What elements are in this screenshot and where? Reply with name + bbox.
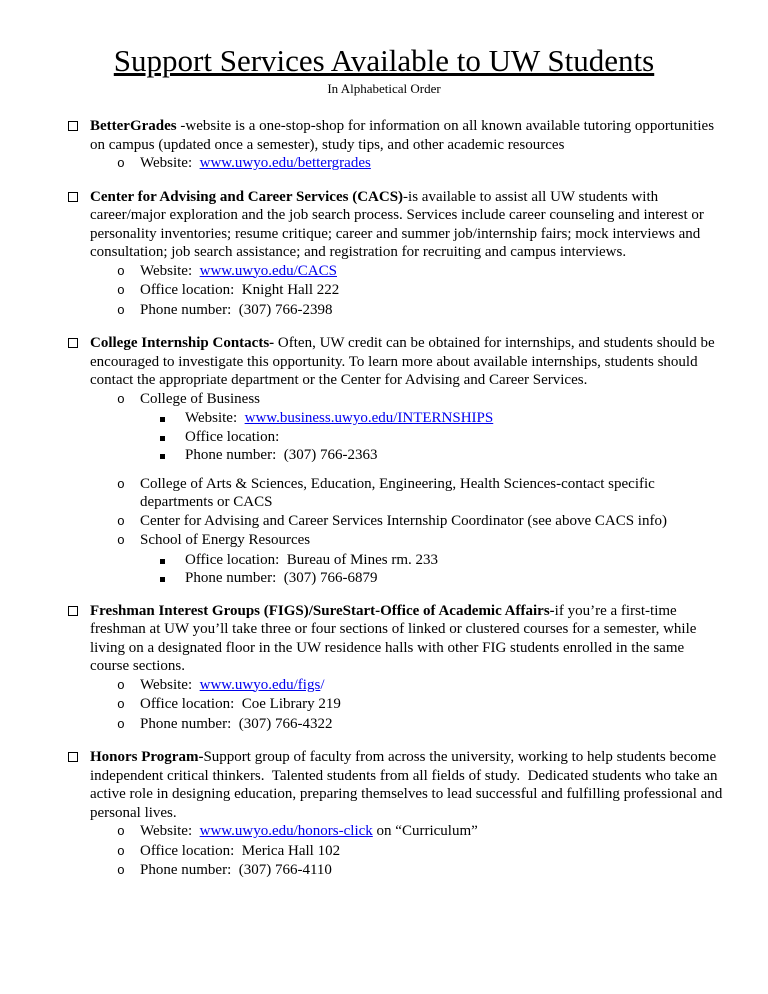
bullet-item	[68, 188, 724, 262]
section-heading: BetterGrades	[90, 118, 177, 134]
detail-text: Office location: Bureau of Mines rm. 233	[185, 551, 438, 568]
sub-bullet-item	[117, 154, 724, 174]
section-heading: College Internship Contacts-	[90, 335, 275, 351]
sub-bullet-item	[117, 531, 724, 551]
list-item-text	[140, 531, 724, 550]
section-college-internship-contacts	[68, 334, 724, 588]
detail-text: Center for Advising and Career Services Internship Coordinator (see above CACS info)	[140, 512, 667, 529]
sub-bullet-item	[117, 512, 724, 532]
website-link[interactable]: www.uwyo.edu/figs	[199, 676, 321, 693]
detail-text: College of Business	[140, 390, 260, 407]
list-item-text	[140, 861, 724, 880]
list-item-text	[140, 154, 724, 173]
circle-bullet-icon: o	[117, 697, 125, 712]
list-item-text	[140, 475, 724, 512]
link-suffix-text: on “Curriculum”	[372, 823, 478, 839]
sub-bullet-item	[117, 676, 724, 696]
sub-bullet-item	[117, 390, 724, 410]
square-bullet-icon	[160, 559, 165, 564]
detail-text: Phone number: (307) 766-2398	[140, 301, 333, 318]
circle-bullet-icon: o	[117, 302, 125, 318]
section-paragraph	[90, 334, 724, 390]
list-item-text	[140, 676, 724, 695]
section-body-text: -is available to assist all UW students with career/major exploration and the job search process. Services include career counseling and interest or personality inventories; resume critique; career and summer job/internship fairs; mock interviews and consultation; job search assistance; and registration for recruiting and campus interviews.	[90, 188, 708, 260]
bullet-item	[68, 748, 727, 822]
website-link[interactable]: www.uwyo.edu/bettergrades	[199, 155, 371, 171]
website-label: Website:	[140, 155, 200, 171]
sub-bullet-item	[117, 695, 724, 715]
circle-bullet-icon: o	[117, 843, 125, 859]
section-paragraph	[90, 602, 724, 676]
list-item-text	[140, 822, 724, 841]
circle-bullet-icon: o	[117, 391, 125, 407]
sub-sub-bullet-item	[160, 428, 724, 447]
link-suffix-text: /	[320, 676, 325, 693]
list-item-text	[140, 842, 724, 861]
website-label: Website:	[140, 676, 200, 693]
square-bullet-icon	[160, 577, 165, 582]
checkbox-bullet-icon	[68, 121, 78, 131]
detail-text: Phone number: (307) 766-6879	[185, 570, 378, 586]
detail-text: Office location: Coe Library 219	[140, 696, 341, 712]
section-figs-surestart	[68, 602, 724, 735]
bullet-item	[68, 117, 724, 154]
list-item-text	[185, 569, 724, 588]
checkbox-bullet-icon	[68, 338, 78, 348]
list-item-text	[140, 301, 724, 320]
list-item-text	[140, 512, 724, 531]
list-item-text	[185, 551, 724, 570]
circle-bullet-icon: o	[117, 677, 125, 693]
circle-bullet-icon: o	[117, 533, 125, 548]
list-item-text	[140, 715, 724, 734]
square-bullet-icon	[160, 454, 165, 459]
detail-text: Phone number: (307) 766-4110	[140, 862, 332, 878]
checkbox-bullet-icon	[68, 606, 78, 616]
circle-bullet-icon: o	[117, 716, 125, 732]
circle-bullet-icon: o	[117, 513, 125, 529]
sub-bullet-item	[117, 861, 724, 881]
website-link[interactable]: www.uwyo.edu/CACS	[199, 262, 337, 279]
sub-bullet-item	[117, 301, 724, 321]
square-bullet-icon	[160, 417, 165, 422]
list-item-text	[185, 409, 724, 428]
sub-sub-bullet-item	[160, 551, 724, 570]
bullet-item	[68, 334, 724, 390]
sub-sub-bullet-item	[160, 446, 724, 465]
detail-text: Office location: Knight Hall 222	[140, 282, 340, 298]
circle-bullet-icon: o	[117, 476, 125, 492]
square-bullet-icon	[160, 436, 165, 441]
website-label: Website:	[140, 262, 200, 279]
sub-bullet-item	[117, 715, 724, 735]
sub-bullet-item	[117, 281, 724, 301]
section-body-text: Support group of faculty from across the university, working to help students become independent critical thinkers. Talented students from all fields of study. Dedicated students who take an active role in designing education, preparing themselves to lead successful and fulfilling professional and personal lives.	[90, 749, 727, 821]
section-paragraph	[90, 748, 727, 822]
circle-bullet-icon: o	[117, 824, 125, 839]
circle-bullet-icon: o	[117, 283, 125, 298]
section-heading: Honors Program-	[90, 749, 204, 765]
sub-bullet-item	[117, 822, 724, 842]
detail-text: Office location: Merica Hall 102	[140, 842, 341, 859]
list-item-text	[140, 281, 724, 300]
sub-bullet-item	[117, 262, 724, 282]
website-link[interactable]: www.business.uwyo.edu/INTERNSHIPS	[244, 410, 494, 426]
sub-bullet-item	[117, 842, 724, 862]
section-heading: Freshman Interest Groups (FIGS)/SureStart-Office of Academic Affairs-	[90, 602, 555, 619]
section-heading: Center for Advising and Career Services (CACS)	[90, 188, 404, 205]
sub-sub-bullet-item	[160, 569, 724, 588]
section-honors-program	[68, 748, 727, 881]
circle-bullet-icon: o	[117, 863, 125, 878]
website-label: Website:	[140, 823, 200, 839]
circle-bullet-icon: o	[117, 263, 125, 279]
circle-bullet-icon: o	[117, 156, 125, 171]
detail-text: Office location:	[185, 428, 280, 445]
section-paragraph	[90, 188, 724, 262]
page-subtitle: In Alphabetical Order	[327, 81, 441, 96]
section-body-text: if you’re a first-time freshman at UW you’ll take three or four sections of linked or clustered courses for a semester, while living on a designated floor in the UW residence halls with other FIG students enrolled in the same course sections.	[90, 602, 701, 674]
sub-sub-bullet-item	[160, 409, 724, 428]
section-paragraph	[90, 117, 724, 154]
list-item-text	[185, 428, 724, 447]
list-item-text	[185, 446, 724, 465]
bullet-item	[68, 602, 724, 676]
website-label: Website:	[185, 410, 245, 426]
list-item-text	[140, 390, 724, 409]
detail-text: Phone number: (307) 766-4322	[140, 715, 333, 732]
section-bettergrades	[68, 117, 724, 174]
detail-text: School of Energy Resources	[140, 532, 311, 548]
section-body-text: Often, UW credit can be obtained for internships, and students should be encouraged to investigate this opportunity. To learn more about available internships, students should contact the appropriate department or the Center for Advising and Career Services.	[90, 335, 719, 388]
checkbox-bullet-icon	[68, 752, 78, 762]
detail-text: Phone number: (307) 766-2363	[185, 447, 378, 463]
checkbox-bullet-icon	[68, 192, 78, 202]
sub-bullet-item	[117, 475, 724, 512]
detail-text: College of Arts & Sciences, Education, Engineering, Health Sciences-contact specific departments or CACS	[140, 475, 659, 510]
list-item-text	[140, 262, 724, 281]
sections-container	[68, 117, 727, 881]
section-cacs	[68, 188, 724, 321]
page-title: Support Services Available to UW Students	[113, 43, 655, 78]
section-body-text: -website is a one-stop-shop for information on all known available tutoring opportunities on campus (updated once a semester), study tips, and other academic resources	[90, 118, 718, 153]
website-link[interactable]: www.uwyo.edu/honors-click	[199, 823, 373, 839]
list-item-text	[140, 695, 724, 714]
